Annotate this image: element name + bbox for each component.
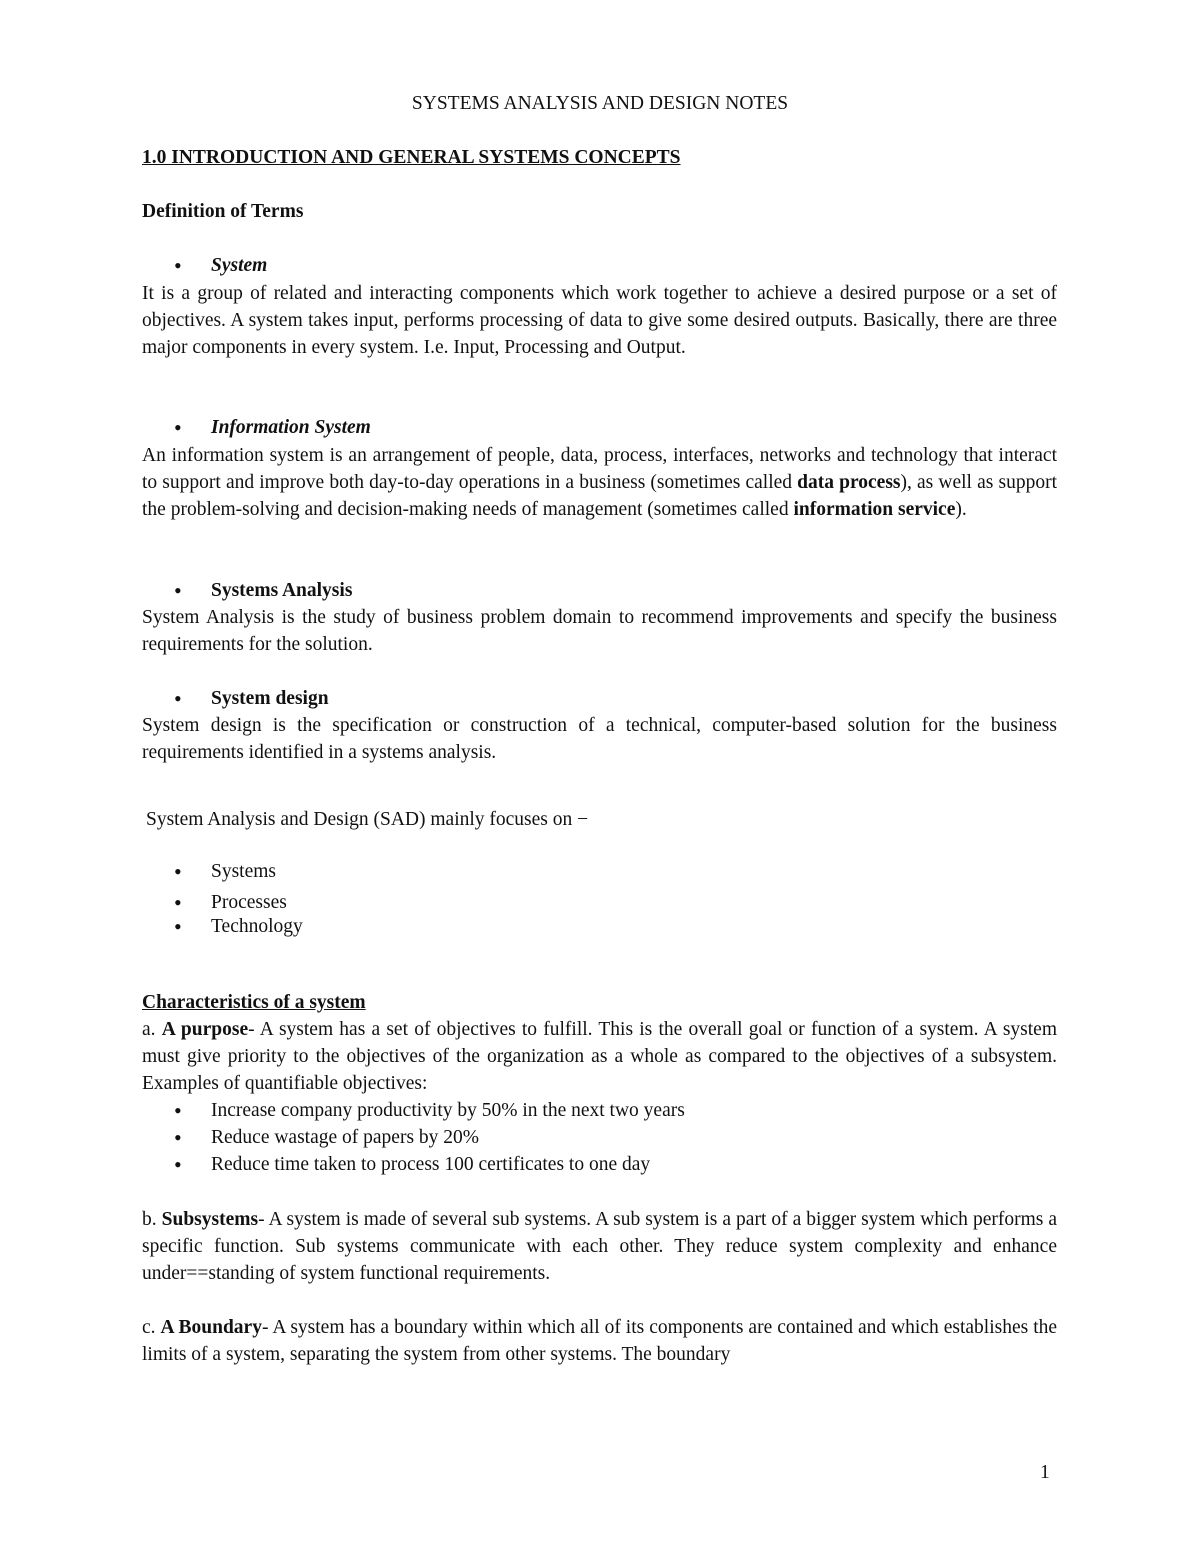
definition-bold-term: data process — [797, 472, 901, 493]
document-title: SYSTEMS ANALYSIS AND DESIGN NOTES — [411, 93, 789, 114]
characteristic-subsystems — [142, 1206, 1057, 1287]
term-information-system-definition — [142, 442, 1057, 523]
sad-focus-label: Technology — [211, 916, 303, 937]
characteristic-boundary — [142, 1314, 1057, 1368]
definition-bold-term: information service — [793, 499, 956, 520]
definition-text: ). — [955, 499, 967, 520]
term-system-definition: It is a group of related and interacting components which work together to achieve a desired purpose or a set of objectives. A system takes input, performs processing of data to give some desired outputs. Basically, there are three major components in every system. I.e. Input, Processing and Output. — [142, 283, 1057, 358]
term-system-label: System — [211, 255, 268, 276]
term-systems-analysis-definition: System Analysis is the study of business problem domain to recommend improvements and specify the business requirements for the solution. — [142, 607, 1057, 655]
objective-example-text: Reduce time taken to process 100 certificates to one day — [211, 1154, 651, 1175]
objective-example-text: Increase company productivity by 50% in the next two years — [211, 1100, 685, 1121]
characteristic-title: A Boundary — [160, 1317, 262, 1338]
characteristic-text: - A system has a set of objectives to fulfill. This is the overall goal or function of a system. A system must give priority to the objectives of the organization as a whole as compared to the objectives of a subsystem. Examples of quantifiable objectives: — [142, 1019, 1057, 1094]
definition-text: ), as well as support the problem-solving and decision-making needs of management (sometimes called — [142, 472, 1057, 520]
characteristic-text: - A system is made of several sub systems. A sub system is a part of a bigger system which performs a specific function. Sub systems communicate with each other. They reduce system complexity and enhance under==standing of system functional requirements. — [142, 1209, 1057, 1284]
characteristic-prefix: b. — [142, 1209, 162, 1230]
characteristic-prefix: a. — [142, 1019, 162, 1040]
characteristics-heading: Characteristics of a system — [142, 992, 366, 1013]
sad-focus-label: Processes — [211, 892, 287, 913]
objective-example-text: Reduce wastage of papers by 20% — [211, 1127, 480, 1148]
characteristic-title: Subsystems — [161, 1209, 259, 1230]
term-system-design-definition: System design is the specification or construction of a technical, computer-based solution for the business requirements identified in a systems analysis. — [142, 715, 1057, 763]
definition-text: An information system is an arrangement of people, data, process, interfaces, networks and technology that interact to support and improve both day-to-day operations in a business (sometimes called — [142, 445, 1057, 493]
characteristic-title: A purpose — [161, 1019, 249, 1040]
definition-subheading: Definition of Terms — [142, 201, 304, 222]
term-information-system-label: Information System — [211, 417, 371, 438]
characteristic-text: - A system has a boundary within which all of its components are contained and which establishes the limits of a system, separating the system from other systems. The boundary — [142, 1317, 1058, 1365]
term-system-design-label: System design — [211, 688, 329, 709]
sad-intro: System Analysis and Design (SAD) mainly focuses on − — [146, 809, 589, 830]
section-heading: 1.0 INTRODUCTION AND GENERAL SYSTEMS CONCEPTS — [142, 147, 681, 168]
sad-focus-label: Systems — [211, 861, 277, 882]
term-systems-analysis-label: Systems Analysis — [211, 580, 353, 601]
characteristic-prefix: c. — [142, 1317, 161, 1338]
page-number: 1 — [1040, 1462, 1050, 1483]
characteristic-purpose — [142, 1016, 1057, 1097]
